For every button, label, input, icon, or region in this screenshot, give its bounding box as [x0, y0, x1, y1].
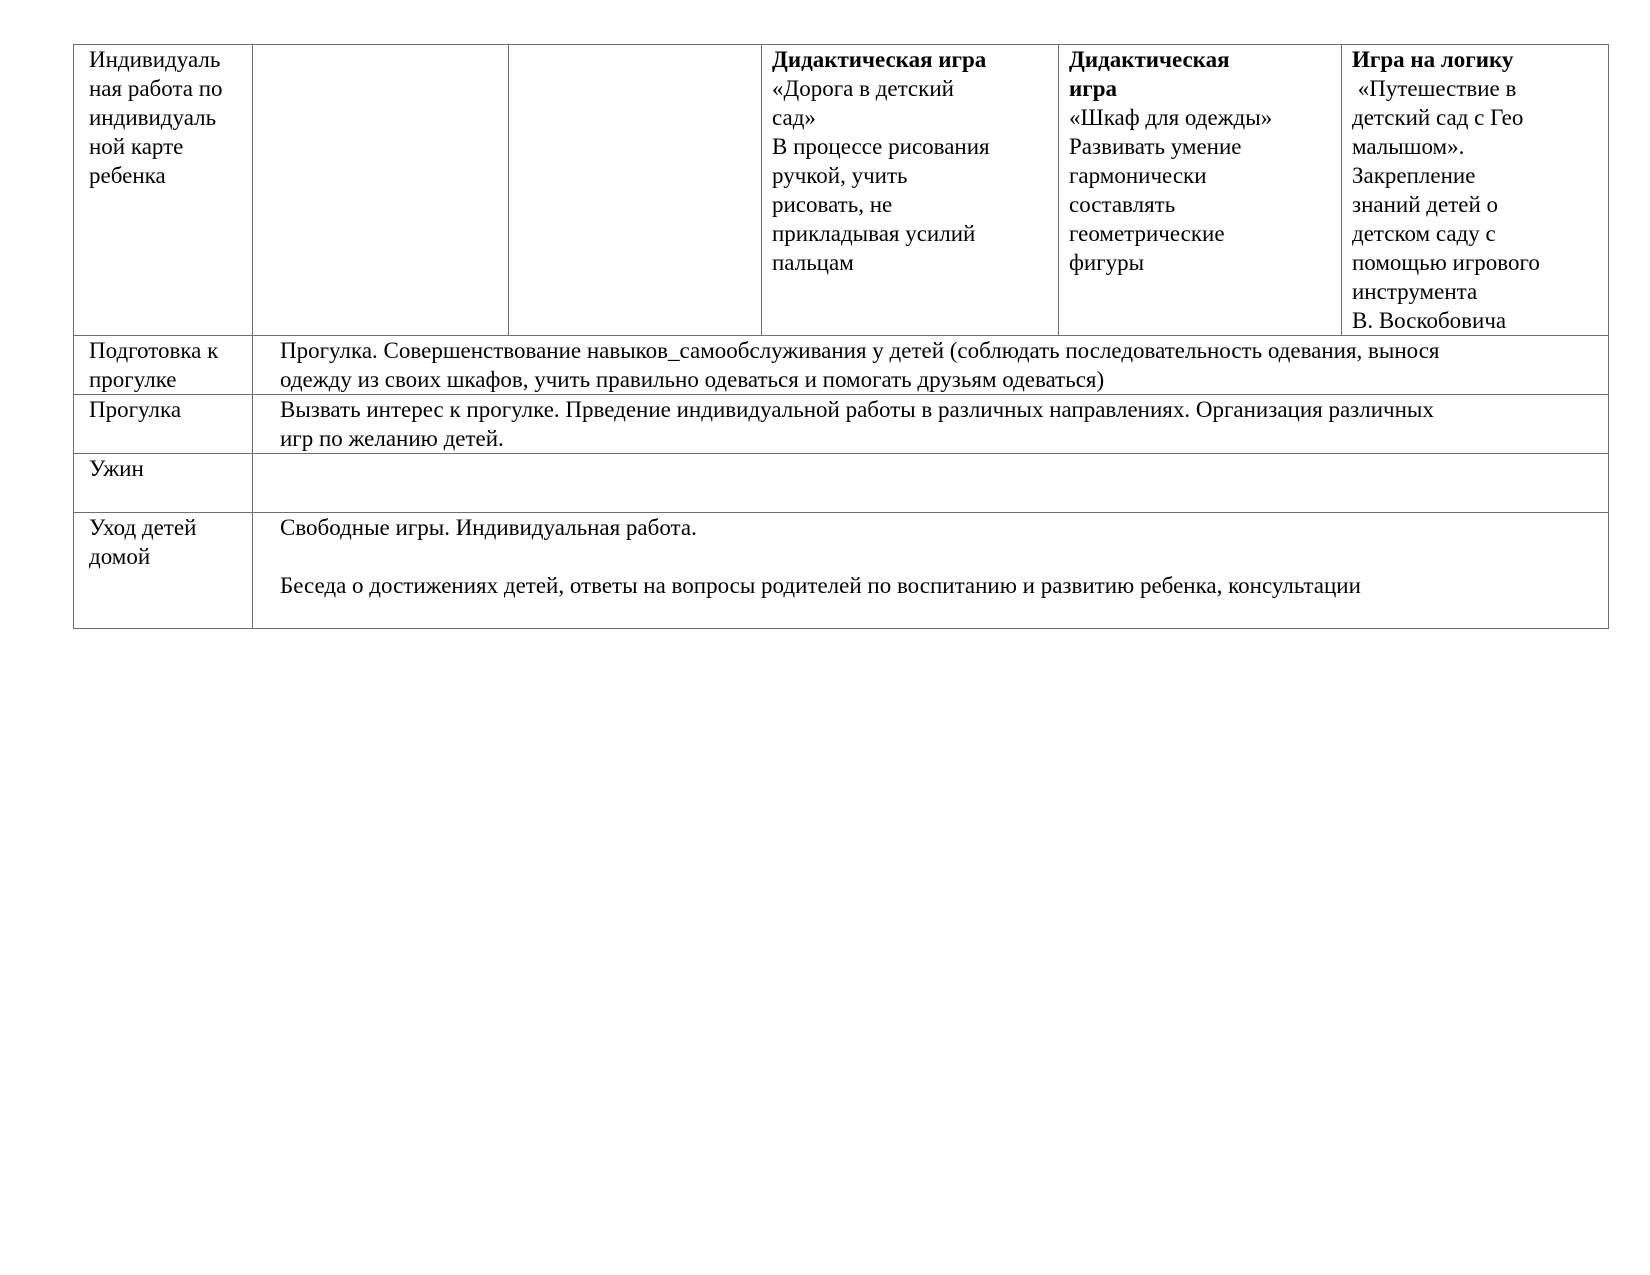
cell-title: Дидактическая: [1069, 47, 1230, 72]
content-line: одежду из своих шкафов, учить правильно одеваться и помогать друзьям одеваться): [280, 367, 1105, 392]
content-line: Беседа о достижениях детей, ответы на вопросы родителей по воспитанию и развитию ребенка, консультации: [280, 573, 1361, 598]
cell-title: игра: [1069, 76, 1117, 101]
cell-line: сад»: [772, 105, 816, 130]
cell-didactic-game-wardrobe: [1059, 45, 1342, 336]
row-label-walk: [74, 395, 253, 454]
label-line: ребенка: [89, 163, 166, 188]
table-row-individual-work: [74, 45, 1609, 336]
daily-plan-table: [73, 44, 1609, 629]
cell-line: гармонически: [1069, 163, 1207, 188]
cell-line: В процессе рисования: [772, 134, 990, 159]
cell-line: рисовать, не: [772, 192, 893, 217]
cell-line: детский сад с Гео: [1352, 105, 1524, 130]
cell-line: помощью игрового: [1352, 250, 1540, 275]
label-line: Прогулка: [89, 397, 182, 422]
label-line: прогулке: [89, 367, 177, 392]
empty-cell: [509, 45, 762, 336]
content-line: Свободные игры. Индивидуальная работа.: [280, 515, 697, 540]
table-row-walk: [74, 395, 1609, 454]
label-line: ной карте: [89, 134, 184, 159]
cell-line: инструмента: [1352, 279, 1478, 304]
row-label-going-home: [74, 513, 253, 629]
content-line: Прогулка. Совершенствование навыков_самообслуживания у детей (соблюдать последовательность одевания, вынося: [280, 338, 1440, 363]
row-content-dinner: [253, 454, 1609, 513]
row-label-walk-preparation: [74, 336, 253, 395]
cell-line: «Путешествие в: [1352, 76, 1517, 101]
cell-line: пальцам: [772, 250, 854, 275]
row-label-dinner: [74, 454, 253, 513]
cell-line: прикладывая усилий: [772, 221, 976, 246]
cell-line: В. Воскобовича: [1352, 308, 1507, 333]
label-line: домой: [89, 544, 151, 569]
cell-line: ручкой, учить: [772, 163, 908, 188]
label-line: индивидуаль: [89, 105, 217, 130]
cell-title: Дидактическая игра: [772, 47, 987, 72]
label-line: Индивидуаль: [89, 47, 221, 72]
cell-line: фигуры: [1069, 250, 1145, 275]
cell-line: «Дорога в детский: [772, 76, 954, 101]
cell-logic-game: [1342, 45, 1609, 336]
row-content-walk: [253, 395, 1609, 454]
content-line: игр по желанию детей.: [280, 426, 504, 451]
row-label-individual-work: [74, 45, 253, 336]
content-line: Вызвать интерес к прогулке. Прведение индивидуальной работы в различных направлениях. Организация различных: [280, 397, 1434, 422]
cell-line: детском саду с: [1352, 221, 1496, 246]
label-line: Ужин: [89, 456, 144, 481]
table-row-walk-preparation: [74, 336, 1609, 395]
cell-line: геометрические: [1069, 221, 1225, 246]
cell-line: Закрепление: [1352, 163, 1476, 188]
cell-line: знаний детей о: [1352, 192, 1499, 217]
row-content-going-home: [253, 513, 1609, 629]
cell-line: Развивать умение: [1069, 134, 1242, 159]
table-row-dinner: [74, 454, 1609, 513]
table-row-going-home: [74, 513, 1609, 629]
label-line: ная работа по: [89, 76, 223, 101]
empty-cell: [253, 45, 509, 336]
label-line: Подготовка к: [89, 338, 219, 363]
cell-line: составлять: [1069, 192, 1176, 217]
paragraph-gap: [280, 542, 1600, 571]
row-content-walk-preparation: [253, 336, 1609, 395]
cell-didactic-game-road: [762, 45, 1059, 336]
cell-title: Игра на логику: [1352, 47, 1514, 72]
cell-line: «Шкаф для одежды»: [1069, 105, 1273, 130]
label-line: Уход детей: [89, 515, 197, 540]
cell-line: малышом».: [1352, 134, 1465, 159]
